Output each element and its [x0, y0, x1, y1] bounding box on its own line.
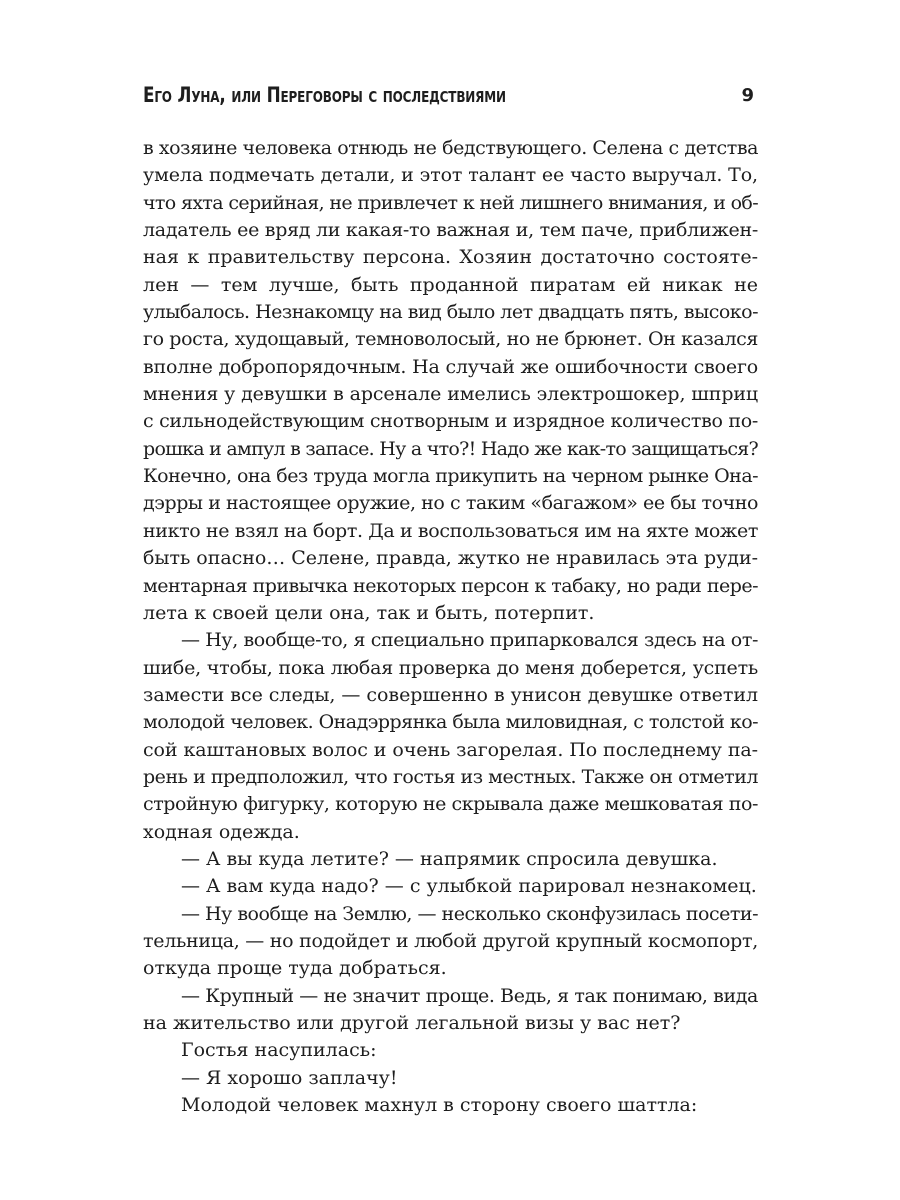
text-line: мнения у девушки в арсенале имелись электрошокер, шприц [143, 383, 759, 406]
page-number: 9 [741, 85, 754, 106]
text-line: ная к правительству персона. Хозяин достаточно состояте- [143, 246, 758, 269]
text-line: ходная одежда. [143, 820, 300, 843]
text-line: ладатель ее вряд ли какая-то важная и, тем паче, приближен- [143, 219, 759, 242]
text-line: с сильнодействующим снотворным и изрядное количество по- [143, 410, 758, 433]
text-line: вполне добропорядочным. На случай же ошибочности своего [143, 355, 758, 378]
text-line: — Крупный — не значит проще. Ведь, я так понимаю, вида [181, 984, 758, 1007]
text-line: дэрры и настоящее оружие, но с таким «багажом» ее бы точно [143, 492, 758, 515]
text-line: улыбалось. Незнакомцу на вид было лет двадцать пять, высоко- [143, 301, 758, 324]
text-line: рень и предположил, что гостья из местных. Также он отметил [143, 765, 758, 788]
text-line: Молодой человек махнул в сторону своего шаттла: [181, 1094, 698, 1117]
text-line: шибе, чтобы, пока любая проверка до меня доберется, успеть [143, 656, 758, 679]
text-line: лен — тем лучше, быть проданной пиратам ей никак не [143, 273, 758, 296]
text-line: откуда проще туда добраться. [143, 957, 447, 980]
text-line: го роста, худощавый, темноволосый, но не брюнет. Он казался [143, 328, 758, 351]
text-line: на жительство или другой легальной визы у вас нет? [143, 1012, 681, 1034]
text-line: лета к своей цели она, так и быть, потерпит. [143, 601, 595, 624]
text-line: что яхта серийная, не привлечет к ней лишнего внимания, и об- [143, 191, 758, 214]
text-line: быть опасно… Селене, правда, жутко не нравилась эта руди- [143, 547, 758, 570]
text-line: замести все следы, — совершенно в унисон девушке ответил [143, 683, 758, 706]
text-line: — Ну, вообще-то, я специально припарковался здесь на от- [181, 629, 758, 652]
text-line: тельница, — но подойдет и любой другой крупный космопорт, [143, 929, 758, 952]
text-line: Конечно, она без труда могла прикупить на черном рынке Она- [143, 465, 758, 488]
text-line: — Ну вообще на Землю, — несколько сконфузилась посети- [181, 902, 758, 925]
text-line: в хозяине человека отнюдь не бедствующего. Селена с детства [143, 137, 758, 159]
text-line: стройную фигурку, которую не скрывала даже мешковатая по- [143, 793, 758, 816]
text-line: — А вы куда летите? — напрямик спросила девушка. [181, 847, 718, 870]
text-line: молодой человек. Онадэррянка была миловидная, с толстой ко- [143, 711, 758, 734]
text-line: — Я хорошо заплачу! [181, 1066, 398, 1089]
running-head [143, 79, 756, 113]
text-line: — А вам куда надо? — с улыбкой парировал незнакомец. [181, 875, 757, 898]
text-line: ментарная привычка некоторых персон к табаку, но ради пере- [143, 574, 758, 597]
text-line: умела подмечать детали, и этот талант ее часто выручал. То, [143, 164, 758, 187]
text-line: никто не взял на борт. Да и воспользоваться им на яхте может [143, 519, 758, 542]
text-line: сой каштановых волос и очень загорелая. По последнему па- [143, 738, 758, 761]
body-text [143, 135, 758, 1119]
text-line: Гостья насупилась: [181, 1039, 377, 1062]
book-title: Его Луна, или Переговоры с последствиями [143, 83, 506, 107]
text-line: рошка и ампул в запасе. Ну а что?! Надо же как-то защищаться? [143, 437, 758, 460]
